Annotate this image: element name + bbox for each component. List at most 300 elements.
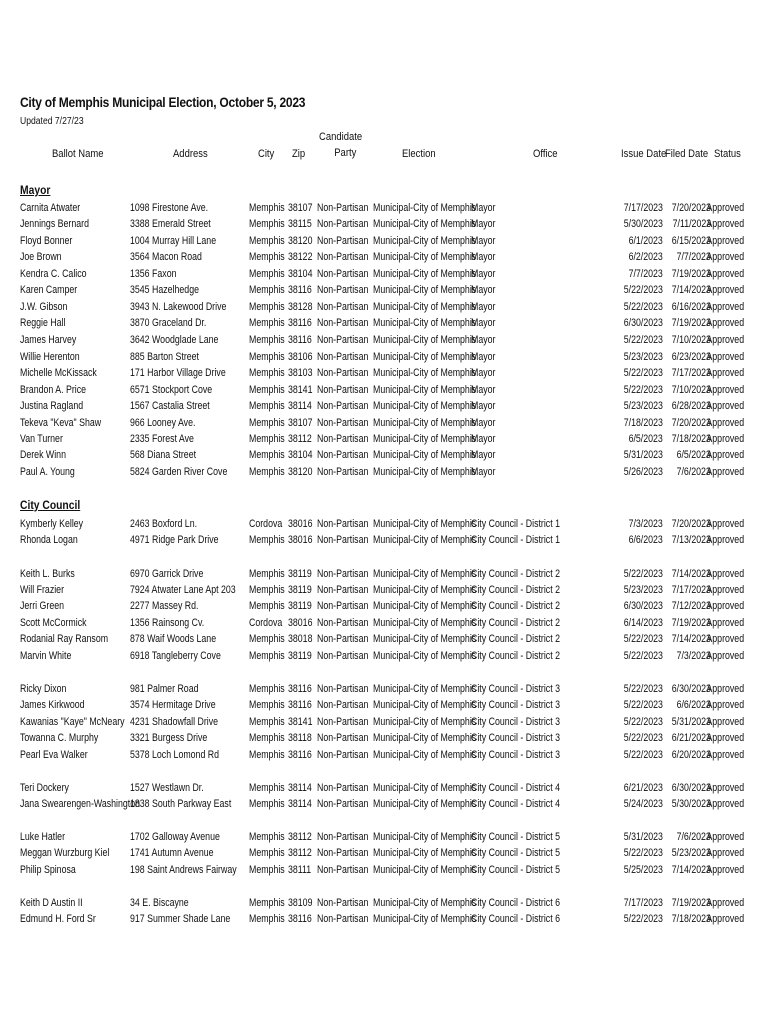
cell-election: Municipal-City of Memphis [373,897,477,909]
cell-status: Approved [706,782,744,794]
table-row [0,631,770,647]
cell-filed: 7/19/2023 [671,617,711,629]
cell-party: Non-Partisan [317,732,369,744]
cell-filed: 5/23/2023 [671,847,711,859]
cell-party: Non-Partisan [317,897,369,909]
cell-office: Mayor [471,384,496,396]
cell-city: Memphis [249,268,285,280]
cell-city: Memphis [249,534,285,546]
cell-city: Memphis [249,831,285,843]
cell-party: Non-Partisan [317,202,369,214]
table-row [0,648,770,664]
cell-city: Memphis [249,235,285,247]
cell-filed: 7/10/2023 [671,334,711,346]
cell-election: Municipal-City of Memphis [373,449,477,461]
cell-city: Memphis [249,417,285,429]
cell-filed: 7/11/2023 [672,218,711,230]
header-ballot-name: Ballot Name [52,148,104,160]
cell-election: Municipal-City of Memphis [373,716,477,728]
table-row [0,845,770,861]
cell-status: Approved [706,683,744,695]
cell-address: 34 E. Biscayne [130,897,189,909]
cell-zip: 38120 [288,235,313,247]
cell-office: City Council - District 3 [471,716,560,728]
cell-address: 3574 Hermitage Drive [130,699,216,711]
cell-office: City Council - District 2 [471,568,560,580]
cell-zip: 38116 [288,317,312,329]
cell-issue: 5/22/2023 [623,568,663,580]
cell-zip: 38119 [288,584,312,596]
cell-election: Municipal-City of Memphis [373,284,477,296]
cell-election: Municipal-City of Memphis [373,864,477,876]
cell-party: Non-Partisan [317,351,369,363]
cell-filed: 7/14/2023 [671,284,711,296]
cell-address: 171 Harbor Village Drive [130,367,226,379]
cell-party: Non-Partisan [317,699,369,711]
cell-party: Non-Partisan [317,334,369,346]
cell-name: Teri Dockery [20,782,69,794]
cell-city: Memphis [249,384,285,396]
cell-issue: 5/22/2023 [623,384,663,396]
cell-name: Keith L. Burks [20,568,75,580]
cell-status: Approved [706,584,744,596]
cell-party: Non-Partisan [317,301,369,313]
cell-zip: 38112 [288,433,312,445]
cell-issue: 5/22/2023 [623,367,663,379]
cell-status: Approved [706,384,744,396]
cell-status: Approved [706,400,744,412]
cell-election: Municipal-City of Memphis [373,617,477,629]
cell-party: Non-Partisan [317,433,369,445]
cell-name: Willie Herenton [20,351,80,363]
cell-city: Cordova [249,518,283,530]
cell-filed: 6/5/2023 [676,449,711,461]
cell-address: 2335 Forest Ave [130,433,194,445]
cell-city: Memphis [249,584,285,596]
cell-filed: 6/21/2023 [671,732,711,744]
table-row [0,895,770,911]
cell-name: Pearl Eva Walker [20,749,88,761]
cell-status: Approved [706,351,744,363]
cell-status: Approved [706,650,744,662]
cell-name: Will Frazier [20,584,64,596]
cell-address: 3321 Burgess Drive [130,732,208,744]
cell-address: 1527 Westlawn Dr. [130,782,204,794]
cell-city: Memphis [249,633,285,645]
cell-party: Non-Partisan [317,251,369,263]
table-row [0,282,770,298]
cell-name: Philip Spinosa [20,864,76,876]
table-row [0,382,770,398]
cell-filed: 6/15/2023 [671,235,711,247]
cell-office: Mayor [471,235,496,247]
cell-election: Municipal-City of Memphis [373,433,477,445]
cell-issue: 5/23/2023 [623,584,663,596]
cell-name: Reggie Hall [20,317,66,329]
cell-office: City Council - District 2 [471,650,560,662]
cell-city: Memphis [249,749,285,761]
cell-address: 1838 South Parkway East [130,798,232,810]
cell-issue: 5/22/2023 [623,699,663,711]
cell-name: Jana Swearengen-Washington [20,798,141,810]
cell-filed: 6/30/2023 [671,683,711,695]
cell-status: Approved [706,798,744,810]
header-candidate-party [319,129,362,161]
cell-election: Municipal-City of Memphis [373,466,477,478]
cell-filed: 7/17/2023 [671,584,711,596]
cell-city: Memphis [249,716,285,728]
cell-name: Tekeva "Keva" Shaw [20,417,102,429]
cell-status: Approved [706,749,744,761]
table-row [0,200,770,216]
cell-filed: 7/6/2023 [676,831,711,843]
cell-office: Mayor [471,268,496,280]
cell-city: Memphis [249,699,285,711]
cell-city: Memphis [249,202,285,214]
section-title-mayor: Mayor [20,183,51,197]
cell-filed: 7/18/2023 [671,433,711,445]
cell-party: Non-Partisan [317,218,369,230]
cell-address: 2277 Massey Rd. [130,600,199,612]
cell-office: City Council - District 4 [471,798,560,810]
cell-status: Approved [706,617,744,629]
cell-name: Marvin White [20,650,72,662]
cell-issue: 5/22/2023 [623,650,663,662]
cell-filed: 7/6/2023 [676,466,711,478]
cell-office: Mayor [471,466,496,478]
cell-status: Approved [706,334,744,346]
cell-address: 3870 Graceland Dr. [130,317,207,329]
cell-zip: 38141 [288,384,313,396]
cell-party: Non-Partisan [317,534,369,546]
cell-election: Municipal-City of Memphis [373,683,477,695]
cell-address: 6970 Garrick Drive [130,568,204,580]
cell-office: Mayor [471,433,496,445]
cell-name: Justina Ragland [20,400,84,412]
cell-issue: 6/30/2023 [623,317,663,329]
cell-city: Memphis [249,367,285,379]
cell-status: Approved [706,235,744,247]
cell-issue: 5/23/2023 [623,351,663,363]
cell-party: Non-Partisan [317,400,369,412]
cell-name: J.W. Gibson [20,301,68,313]
updated-date: Updated 7/27/23 [20,116,84,127]
table-row [0,697,770,713]
header-zip: Zip [292,148,306,160]
cell-filed: 7/14/2023 [671,633,711,645]
cell-status: Approved [706,218,744,230]
cell-office: City Council - District 5 [471,847,560,859]
table-row [0,615,770,631]
cell-party: Non-Partisan [317,716,369,728]
cell-election: Municipal-City of Memphis [373,699,477,711]
table-row [0,398,770,414]
cell-status: Approved [706,417,744,429]
page-title: City of Memphis Municipal Election, October 5, 2023 [20,94,306,110]
cell-issue: 5/31/2023 [623,449,663,461]
table-row [0,747,770,763]
cell-party: Non-Partisan [317,831,369,843]
cell-filed: 7/3/2023 [676,650,711,662]
cell-zip: 38122 [288,251,313,263]
cell-party: Non-Partisan [317,913,369,925]
cell-status: Approved [706,433,744,445]
cell-status: Approved [706,202,744,214]
cell-party: Non-Partisan [317,568,369,580]
cell-zip: 38116 [288,913,312,925]
table-row [0,233,770,249]
cell-address: 6918 Tangleberry Cove [130,650,221,662]
cell-zip: 38109 [288,897,313,909]
cell-issue: 5/26/2023 [623,466,663,478]
header-election: Election [402,148,436,160]
cell-election: Municipal-City of Memphis [373,268,477,280]
cell-issue: 7/3/2023 [628,518,663,530]
cell-address: 1004 Murray Hill Lane [130,235,217,247]
cell-name: Meggan Wurzburg Kiel [20,847,110,859]
cell-election: Municipal-City of Memphis [373,534,477,546]
cell-issue: 7/7/2023 [628,268,663,280]
cell-status: Approved [706,251,744,263]
cell-address: 3388 Emerald Street [130,218,211,230]
cell-zip: 38114 [288,782,312,794]
cell-zip: 38018 [288,633,313,645]
cell-address: 3564 Macon Road [130,251,202,263]
cell-election: Municipal-City of Memphis [373,847,477,859]
cell-office: Mayor [471,449,496,461]
cell-office: Mayor [471,317,496,329]
cell-office: City Council - District 1 [471,534,560,546]
header-candidate: Candidate [319,131,363,143]
cell-election: Municipal-City of Memphis [373,782,477,794]
cell-city: Memphis [249,400,285,412]
cell-status: Approved [706,831,744,843]
cell-election: Municipal-City of Memphis [373,235,477,247]
table-row [0,464,770,480]
cell-address: 1098 Firestone Ave. [130,202,209,214]
cell-city: Memphis [249,449,285,461]
cell-office: Mayor [471,218,496,230]
cell-filed: 7/19/2023 [671,897,711,909]
cell-filed: 7/19/2023 [671,268,711,280]
cell-issue: 5/22/2023 [623,334,663,346]
cell-city: Memphis [249,218,285,230]
header-city: City [258,148,275,160]
cell-filed: 7/12/2023 [671,600,711,612]
cell-city: Memphis [249,568,285,580]
table-row [0,447,770,463]
cell-name: Michelle McKissack [20,367,97,379]
cell-issue: 5/22/2023 [623,683,663,695]
cell-party: Non-Partisan [317,650,369,662]
cell-city: Memphis [249,650,285,662]
cell-address: 5824 Garden River Cove [130,466,228,478]
cell-party: Non-Partisan [317,749,369,761]
cell-zip: 38116 [288,334,312,346]
cell-party: Non-Partisan [317,384,369,396]
cell-status: Approved [706,301,744,313]
cell-zip: 38106 [288,351,313,363]
table-row [0,315,770,331]
table-row [0,532,770,548]
cell-city: Memphis [249,301,285,313]
cell-filed: 5/30/2023 [671,798,711,810]
cell-name: Keith D Austin II [20,897,83,909]
cell-election: Municipal-City of Memphis [373,798,477,810]
cell-city: Memphis [249,433,285,445]
cell-name: Joe Brown [20,251,62,263]
header-status: Status [714,148,741,160]
cell-filed: 6/20/2023 [671,749,711,761]
cell-address: 2463 Boxford Ln. [130,518,198,530]
cell-office: Mayor [471,367,496,379]
cell-issue: 6/14/2023 [623,617,663,629]
cell-election: Municipal-City of Memphis [373,417,477,429]
cell-issue: 5/30/2023 [623,218,663,230]
cell-city: Memphis [249,251,285,263]
cell-office: City Council - District 6 [471,913,560,925]
cell-address: 1567 Castalia Street [130,400,210,412]
cell-office: Mayor [471,202,496,214]
cell-election: Municipal-City of Memphis [373,251,477,263]
cell-party: Non-Partisan [317,449,369,461]
table-row [0,566,770,582]
cell-zip: 38114 [288,400,312,412]
cell-zip: 38104 [288,268,313,280]
cell-party: Non-Partisan [317,518,369,530]
cell-name: Edmund H. Ford Sr [20,913,96,925]
cell-office: City Council - District 5 [471,831,560,843]
cell-zip: 38115 [288,218,312,230]
cell-party: Non-Partisan [317,633,369,645]
cell-issue: 5/22/2023 [623,913,663,925]
cell-office: City Council - District 2 [471,584,560,596]
cell-filed: 7/13/2023 [671,534,711,546]
cell-party: Non-Partisan [317,317,369,329]
cell-election: Municipal-City of Memphis [373,351,477,363]
cell-zip: 38112 [288,847,312,859]
header-address: Address [173,148,208,160]
cell-status: Approved [706,600,744,612]
table-row [0,862,770,878]
cell-zip: 38119 [288,568,312,580]
cell-address: 1741 Autumn Avenue [130,847,214,859]
cell-name: Karen Camper [20,284,78,296]
cell-election: Municipal-City of Memphis [373,202,477,214]
cell-name: Kendra C. Calico [20,268,87,280]
header-issue-date: Issue Date [621,148,667,160]
cell-city: Memphis [249,847,285,859]
cell-zip: 38107 [288,202,313,214]
cell-party: Non-Partisan [317,268,369,280]
cell-filed: 7/7/2023 [676,251,711,263]
cell-office: Mayor [471,284,496,296]
cell-party: Non-Partisan [317,584,369,596]
cell-issue: 6/1/2023 [628,235,663,247]
cell-name: Brandon A. Price [20,384,87,396]
cell-address: 4231 Shadowfall Drive [130,716,219,728]
cell-filed: 7/20/2023 [671,518,711,530]
table-row [0,365,770,381]
cell-election: Municipal-City of Memphis [373,518,477,530]
cell-office: City Council - District 1 [471,518,560,530]
cell-name: Kawanias "Kaye" McNeary [20,716,125,728]
cell-filed: 6/28/2023 [671,400,711,412]
cell-status: Approved [706,864,744,876]
cell-issue: 5/24/2023 [623,798,663,810]
cell-issue: 5/22/2023 [623,732,663,744]
cell-office: City Council - District 2 [471,633,560,645]
cell-zip: 38103 [288,367,313,379]
cell-name: Luke Hatler [20,831,66,843]
cell-issue: 5/22/2023 [623,284,663,296]
cell-zip: 38104 [288,449,313,461]
cell-filed: 7/18/2023 [671,913,711,925]
cell-zip: 38116 [288,683,312,695]
cell-party: Non-Partisan [317,284,369,296]
cell-city: Cordova [249,617,283,629]
cell-name: Kymberly Kelley [20,518,84,530]
table-row [0,415,770,431]
cell-status: Approved [706,268,744,280]
cell-zip: 38116 [288,284,312,296]
cell-name: Paul A. Young [20,466,75,478]
cell-issue: 5/23/2023 [623,400,663,412]
cell-election: Municipal-City of Memphis [373,367,477,379]
cell-filed: 6/23/2023 [671,351,711,363]
cell-office: Mayor [471,351,496,363]
cell-address: 5378 Loch Lomond Rd [130,749,220,761]
cell-name: Scott McCormick [20,617,87,629]
table-row [0,911,770,927]
header-filed-date: Filed Date [665,148,709,160]
cell-issue: 7/17/2023 [623,202,663,214]
cell-issue: 5/22/2023 [623,633,663,645]
cell-status: Approved [706,913,744,925]
cell-city: Memphis [249,782,285,794]
cell-name: Towanna C. Murphy [20,732,99,744]
cell-issue: 7/18/2023 [623,417,663,429]
cell-party: Non-Partisan [317,798,369,810]
cell-filed: 7/10/2023 [671,384,711,396]
cell-zip: 38114 [288,798,312,810]
cell-status: Approved [706,317,744,329]
cell-city: Memphis [249,317,285,329]
cell-city: Memphis [249,466,285,478]
cell-address: 885 Barton Street [130,351,199,363]
cell-zip: 38128 [288,301,313,313]
cell-office: Mayor [471,417,496,429]
cell-name: Derek Winn [20,449,66,461]
cell-election: Municipal-City of Memphis [373,913,477,925]
cell-status: Approved [706,534,744,546]
table-row [0,598,770,614]
cell-address: 1356 Faxon [130,268,177,280]
table-row [0,216,770,232]
cell-issue: 5/22/2023 [623,301,663,313]
cell-party: Non-Partisan [317,683,369,695]
cell-office: Mayor [471,334,496,346]
cell-address: 6571 Stockport Cove [130,384,213,396]
cell-zip: 38016 [288,518,313,530]
cell-office: City Council - District 3 [471,683,560,695]
table-row [0,730,770,746]
cell-party: Non-Partisan [317,600,369,612]
cell-zip: 38119 [288,600,312,612]
cell-issue: 5/22/2023 [623,716,663,728]
cell-address: 3943 N. Lakewood Drive [130,301,227,313]
cell-zip: 38120 [288,466,313,478]
